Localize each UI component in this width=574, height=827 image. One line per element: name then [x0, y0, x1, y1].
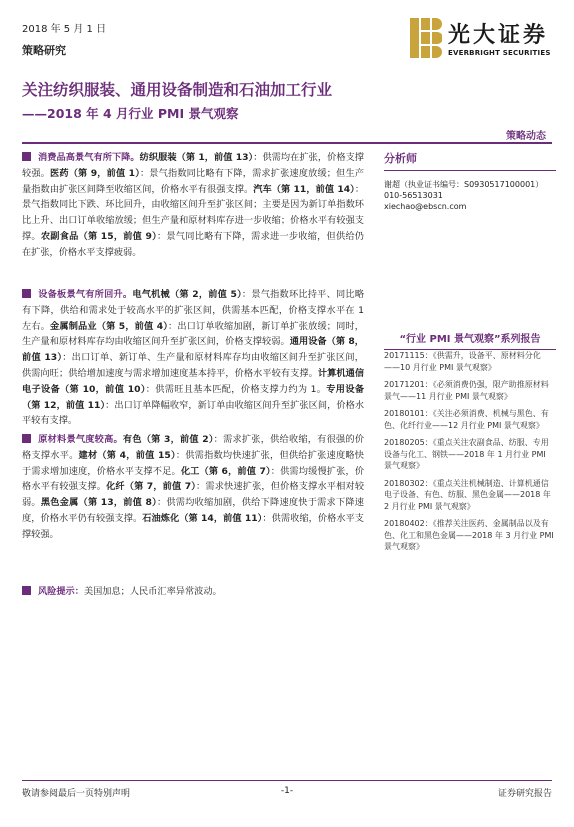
list-item[interactable]: 20180101：《关注必须消费、机械与黑色、有色、化纤行业——12 月行业 PMI 景气观察》 [384, 409, 549, 430]
logo-chinese-name: 光大证券 [448, 22, 549, 48]
analyst-info [384, 179, 556, 212]
list-item[interactable]: 20180402：《推荐关注医药、金属制品以及有色、化工和黑色金属——2018 年 3 月行业 PMI 景气观察》 [384, 519, 554, 551]
analyst-email[interactable]: xiechao@ebscn.com [384, 202, 467, 211]
section-heading: 原材料景气度较高。 [38, 434, 123, 445]
list-item[interactable]: 20171115：《供需升，设备平、原材料分化——10 月行业 PMI 景气观察》 [384, 351, 541, 372]
list-item[interactable]: 20180205：《重点关注农副食品、纺服、专用设备与化工、钢铁——2018 年 1 月行业 PMI 景气观察》 [384, 438, 549, 470]
equipment-section [22, 287, 364, 429]
related-reports-heading: “行业 PMI 景气观察”系列报告 [384, 330, 556, 350]
risk-text: 美国加息；人民币汇率异常波动。 [83, 586, 222, 597]
analyst-name: 谢超（执业证书编号：S0930517100001） [384, 180, 544, 189]
industry-rank-label: 电气机械（第 2，前值 5） [132, 289, 242, 300]
industry-rank-label: 化纤（第 7，前值 7） [106, 481, 197, 493]
industry-comment: ：供需均收缩加剧，供给下降速度快于需求下降速度，价格水平仍有较强支撑。 [22, 497, 364, 524]
list-item[interactable]: 20180302：《重点关注机械制造、计算机通信电子设备、有色、纺服、黑色金属——2018 年 2 月行业 PMI 景气观察》 [384, 478, 551, 511]
industry-rank-label: 专用设备（第 12，前值 11） [22, 383, 365, 411]
industry-rank-label: 汽车（第 11，前值 14） [253, 183, 355, 195]
analyst-panel [384, 150, 556, 212]
industry-comment: ：需求扩张，供给收缩，有很强的价格支撑水平。 [22, 434, 365, 461]
consumer-section [22, 150, 364, 261]
section-heading: 设备板景气有所回升。 [38, 289, 133, 300]
footer-label: 证券研究报告 [497, 789, 552, 799]
section-heading: 风险提示： [38, 586, 84, 597]
square-bullet-icon [22, 289, 31, 298]
related-reports-list [384, 350, 556, 559]
industry-comment: ：供需旺且基本匹配，价格支撑力约为 1。 [145, 383, 327, 395]
industry-comment: ：景气指数同比略有下降，需求扩张速度放缓；但生产量指数由扩张区间降至收缩区间，价格水平有很强支撑。 [22, 167, 365, 195]
industry-comment: ：供需均缓慢扩张，价格水平有较强支撑。 [22, 465, 365, 493]
industry-comment: ：供需均在扩张，价格支撑较强。 [22, 152, 364, 179]
industry-comment: ：出口订单收缩加剧，新订单扩张放缓；同时，生产量和原材料库存均由收缩区间升至扩张区间，价格支撑较弱。 [22, 320, 364, 348]
industry-rank-label: 建材（第 4，前值 15） [78, 449, 176, 461]
industry-rank-label: 农副食品（第 15，前值 9） [40, 230, 157, 242]
square-bullet-icon [22, 434, 31, 443]
list-item[interactable]: 20171201：《必须消费仍强，限产助推原材料景气——11 月行业 PMI 景气观察》 [384, 380, 549, 401]
page-number: -1- [280, 786, 294, 796]
section-body [22, 289, 364, 426]
logo-english-name: EVERBRIGHT SECURITIES [448, 49, 551, 57]
industry-rank-label: 金属制品业（第 5，前值 4） [50, 320, 168, 332]
footer-divider [22, 780, 552, 781]
industry-rank-label: 纺织服装（第 1，前值 13） [139, 152, 254, 163]
section-body [22, 434, 364, 540]
report-date: 2018 年 5 月 1 日 [22, 24, 107, 35]
risk-section [22, 584, 364, 600]
section-body [22, 152, 364, 258]
industry-rank-label: 化工（第 6，前值 7） [180, 465, 271, 477]
section-heading: 消费品高景气有所下降。 [38, 152, 140, 163]
industry-rank-label: 医药（第 9，前值 1） [50, 167, 140, 179]
industry-comment: ：景气同比略有下降，需求进一步收缩，但供给仍在扩张，价格水平支撑疲弱。 [22, 230, 364, 258]
report-category: 策略研究 [22, 44, 66, 57]
industry-rank-label: 石油炼化（第 14，前值 11） [142, 512, 263, 524]
footer-disclaimer: 敬请参阅最后一页特别声明 [22, 789, 131, 799]
industry-comment: ：需求快速扩张，但价格支撑水平相对较弱。 [22, 481, 365, 509]
industry-comment: ：出口订单、新订单、生产量和原材料库存均由收缩区间升至扩张区间，供需向旺；供给增加速度与需求增加速度基本持平，价格水平较有支撑。 [22, 352, 364, 379]
report-title: 关注纺织服装、通用设备制造和石油加工行业 [22, 81, 333, 99]
analyst-heading: 分析师 [384, 150, 556, 171]
industry-rank-label: 通用设备（第 8，前值 13） [22, 336, 364, 364]
industry-comment: ：供需收缩，价格水平支撑较强。 [22, 512, 364, 540]
industry-comment: ：出口订单降幅收窄，新订单由收缩区间升至扩张区间，价格水平较有支撑。 [22, 399, 365, 427]
header-divider [22, 142, 552, 144]
industry-comment: ：供需指数均快速扩张，但供给扩张速度略快于需求增加速度，价格水平支撑不足。 [22, 449, 364, 477]
everbright-logo-icon [408, 16, 442, 60]
doc-type-tag: 策略动态 [506, 131, 546, 142]
industry-rank-label: 有色（第 3，前值 2） [122, 434, 214, 445]
analyst-phone: 010-56513031 [384, 191, 443, 200]
square-bullet-icon [22, 586, 31, 595]
industry-rank-label: 黑色金属（第 13，前值 8） [40, 497, 157, 509]
industry-comment: ：景气指数环比持平、同比略有下降，供给和需求处于较高水平的扩张区间，供需基本匹配，价格支撑水平在 1 左右。 [22, 289, 365, 332]
square-bullet-icon [22, 152, 31, 161]
company-logo [408, 16, 558, 66]
industry-rank-label: 计算机通信电子设备（第 10，前值 10） [22, 367, 365, 395]
industry-comment: ：景气指数同比下跌、环比回升，由收缩区间升至扩张区间；主要是因为新订单指数环比上升、出口订单收缩放缓；但生产量和原材料库存进一步收缩；价格水平有较强支撑。 [22, 183, 365, 242]
materials-section [22, 432, 364, 543]
report-subtitle: ——2018 年 4 月行业 PMI 景气观察 [22, 106, 239, 121]
